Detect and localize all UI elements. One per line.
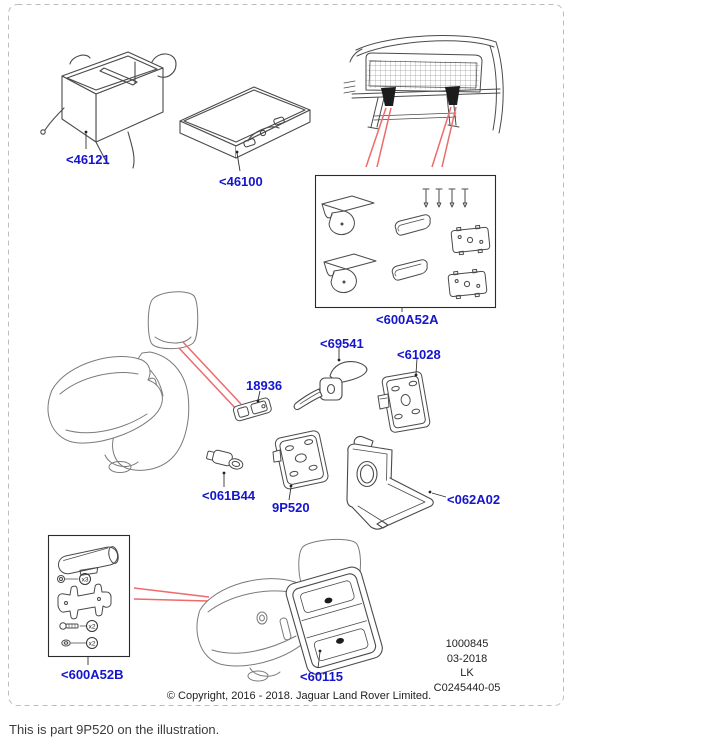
ref-code: LK — [460, 667, 474, 679]
leader-061B44 — [223, 472, 226, 487]
qty-badge-washer: x2 — [88, 640, 96, 648]
seat-back-panel-60115 — [284, 565, 385, 677]
illustration-reference-block — [421, 637, 513, 695]
ref-date: 03-2018 — [446, 652, 488, 665]
lever-69541-drawing — [294, 362, 367, 410]
part-label-46100[interactable]: <46100 — [219, 174, 263, 189]
ref-number: 1000845 — [445, 638, 489, 650]
cargo-organizer-drawing — [41, 52, 176, 168]
part-label-061B44[interactable]: <061B44 — [202, 488, 256, 503]
leader-062A02 — [429, 491, 446, 497]
sensor-061B44-drawing — [206, 448, 245, 471]
part-label-062A02[interactable]: <062A02 — [447, 492, 501, 507]
illustration-caption: This is part 9P520 on the illustration. — [9, 722, 220, 737]
load-floor-case-drawing — [180, 87, 310, 158]
qty-badge-handle-nut: x3 — [81, 576, 89, 584]
copyright-text: © Copyright, 2016 - 2018. Jaguar Land Rover Limited. — [166, 690, 432, 702]
partition-grille-drawing — [344, 35, 503, 133]
ref-drawing-number: C0245440-05 — [433, 681, 501, 694]
part-label-46121[interactable]: <46121 — [66, 152, 110, 167]
qty-badge-bolt: x2 — [88, 623, 96, 631]
part-label-9P520[interactable]: 9P520 — [272, 500, 310, 515]
part-label-60115[interactable]: <60115 — [300, 669, 344, 684]
part-label-600A52B[interactable]: <600A52B — [61, 667, 124, 682]
red-leaders-handle-kit — [134, 588, 209, 601]
tray-062A02-drawing — [347, 436, 433, 529]
part-label-18936[interactable]: 18936 — [246, 378, 283, 393]
front-seat-drawing — [48, 292, 198, 473]
plate-9P520-drawing — [273, 430, 329, 490]
part-label-600A52A[interactable]: <600A52A — [376, 312, 439, 327]
bracket-61028-drawing — [378, 371, 431, 433]
part-label-69541[interactable]: <69541 — [320, 336, 364, 351]
part-label-61028[interactable]: <61028 — [397, 347, 441, 362]
